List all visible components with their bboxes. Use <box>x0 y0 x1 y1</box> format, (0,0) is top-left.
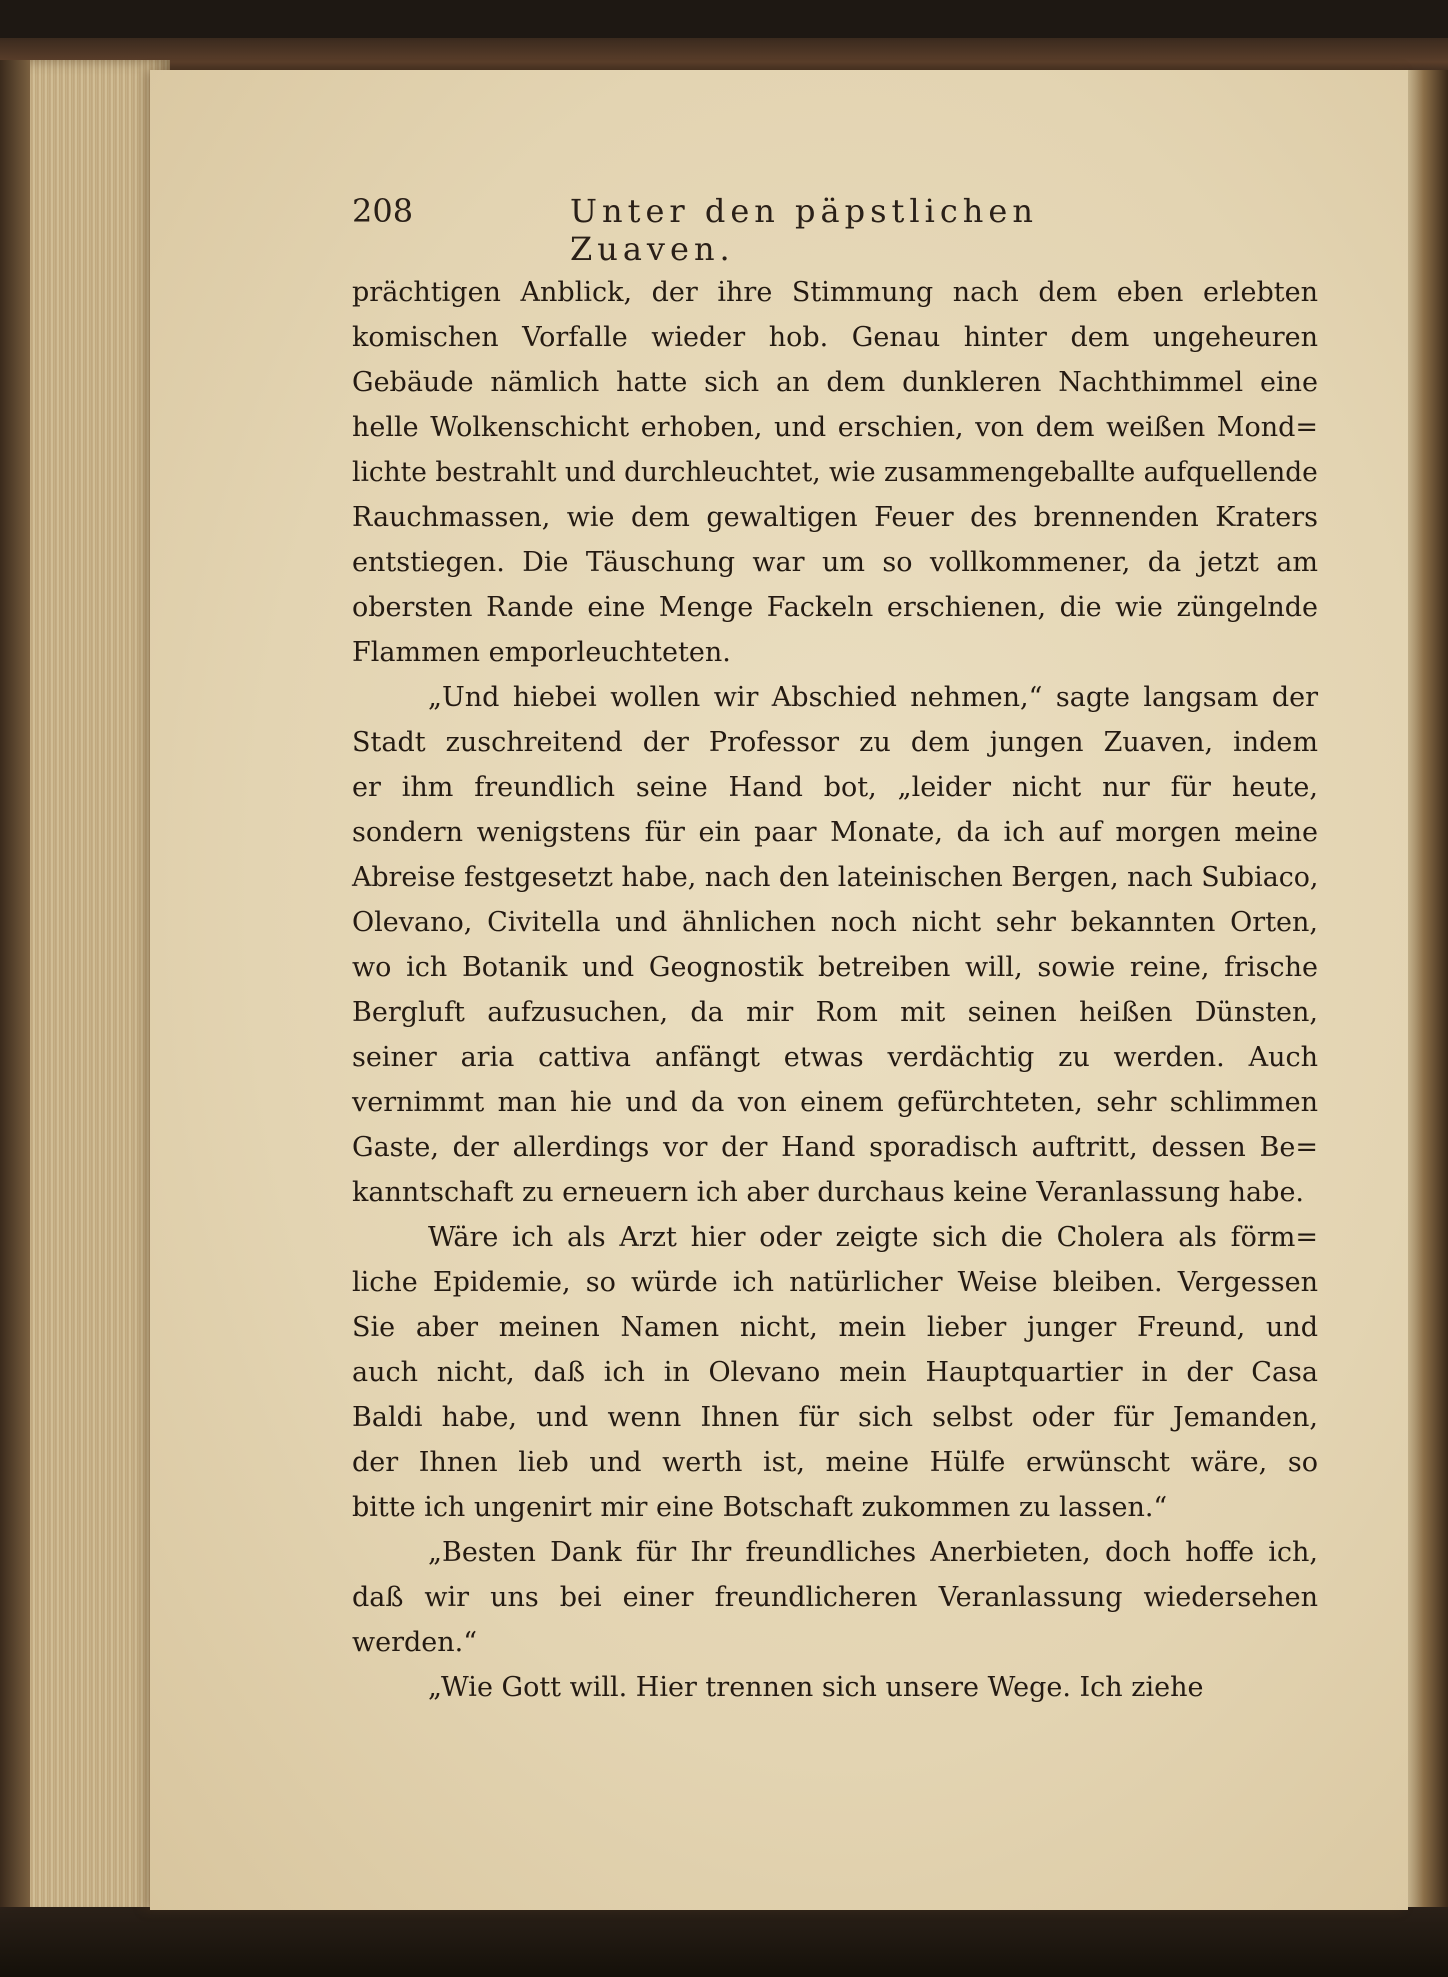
text-line: kanntschaft zu erneuern ich aber durchaus keine Veranlassung habe. <box>352 1177 1305 1208</box>
page-number: 208 <box>352 192 414 230</box>
text-line: komischen Vorfalle wieder hob. Genau hinter dem ungeheuren <box>352 322 1318 353</box>
text-line: Olevano, Civitella und ähnlichen noch nicht sehr bekannten Orten, <box>352 907 1318 938</box>
text-line: Stadt zuschreitend der Professor zu dem jungen Zuaven, indem <box>352 727 1318 758</box>
text-line: liche Epidemie, so würde ich natürlicher Weise bleiben. Vergessen <box>352 1267 1318 1298</box>
text-line: seiner aria cattiva anfängt etwas verdächtig zu werden. Auch <box>352 1042 1318 1073</box>
text-line: Flammen emporleuchteten. <box>352 637 731 668</box>
body-text <box>352 270 1318 1710</box>
text-line: Sie aber meinen Namen nicht, mein lieber junger Freund, und <box>352 1312 1318 1343</box>
text-line: Gebäude nämlich hatte sich an dem dunkleren Nachthimmel eine <box>352 367 1318 398</box>
text-line: obersten Rande eine Menge Fackeln erschienen, die wie züngelnde <box>352 592 1318 623</box>
text-line: er ihm freundlich seine Hand bot, „leider nicht nur für heute, <box>352 772 1318 803</box>
book-cover-right <box>1408 70 1448 1920</box>
text-line: Gaste, der allerdings vor der Hand sporadisch auftritt, dessen Be= <box>352 1132 1318 1163</box>
text-line: helle Wolkenschicht erhoben, und erschien, von dem weißen Mond= <box>352 412 1318 443</box>
text-line: Abreise festgesetzt habe, nach den lateinischen Bergen, nach Subiaco, <box>352 862 1319 893</box>
running-head <box>352 192 1112 268</box>
text-line: werden.“ <box>352 1627 478 1658</box>
text-line: „Wie Gott will. Hier trennen sich unsere Wege. Ich ziehe <box>428 1672 1204 1703</box>
text-line: lichte bestrahlt und durchleuchtet, wie zusammengeballte aufquellende <box>352 457 1318 488</box>
text-line: sondern wenigstens für ein paar Monate, da ich auf morgen meine <box>352 817 1318 848</box>
text-line: der Ihnen lieb und werth ist, meine Hülfe erwünscht wäre, so <box>352 1447 1318 1478</box>
book-spine-shadow <box>0 60 30 1920</box>
running-title: Unter den päpstlichen Zuaven. <box>570 192 1038 268</box>
text-line: bitte ich ungenirt mir eine Botschaft zukommen zu lassen.“ <box>352 1492 1168 1523</box>
text-line: auch nicht, daß ich in Olevano mein Hauptquartier in der Casa <box>352 1357 1318 1388</box>
text-line: prächtigen Anblick, der ihre Stimmung nach dem eben erlebten <box>352 277 1318 308</box>
text-line: Wäre ich als Arzt hier oder zeigte sich die Cholera als förm= <box>428 1222 1318 1253</box>
text-line: entstiegen. Die Täuschung war um so vollkommener, da jetzt am <box>352 547 1318 578</box>
book-cover-bottom <box>0 1907 1448 1977</box>
text-line: Bergluft aufzusuchen, da mir Rom mit seinen heißen Dünsten, <box>352 997 1318 1028</box>
text-line: wo ich Botanik und Geognostik betreiben will, sowie reine, frische <box>352 952 1318 983</box>
text-line: „Und hiebei wollen wir Abschied nehmen,“ sagte langsam der <box>428 682 1318 713</box>
text-line: vernimmt man hie und da von einem gefürchteten, sehr schlimmen <box>352 1087 1318 1118</box>
text-line: „Besten Dank für Ihr freundliches Anerbieten, doch hoffe ich, <box>428 1537 1318 1568</box>
text-line: Rauchmassen, wie dem gewaltigen Feuer des brennenden Kraters <box>352 502 1318 533</box>
text-line: Baldi habe, und wenn Ihnen für sich selbst oder für Jemanden, <box>352 1402 1318 1433</box>
text-line: daß wir uns bei einer freundlicheren Veranlassung wiedersehen <box>352 1582 1318 1613</box>
